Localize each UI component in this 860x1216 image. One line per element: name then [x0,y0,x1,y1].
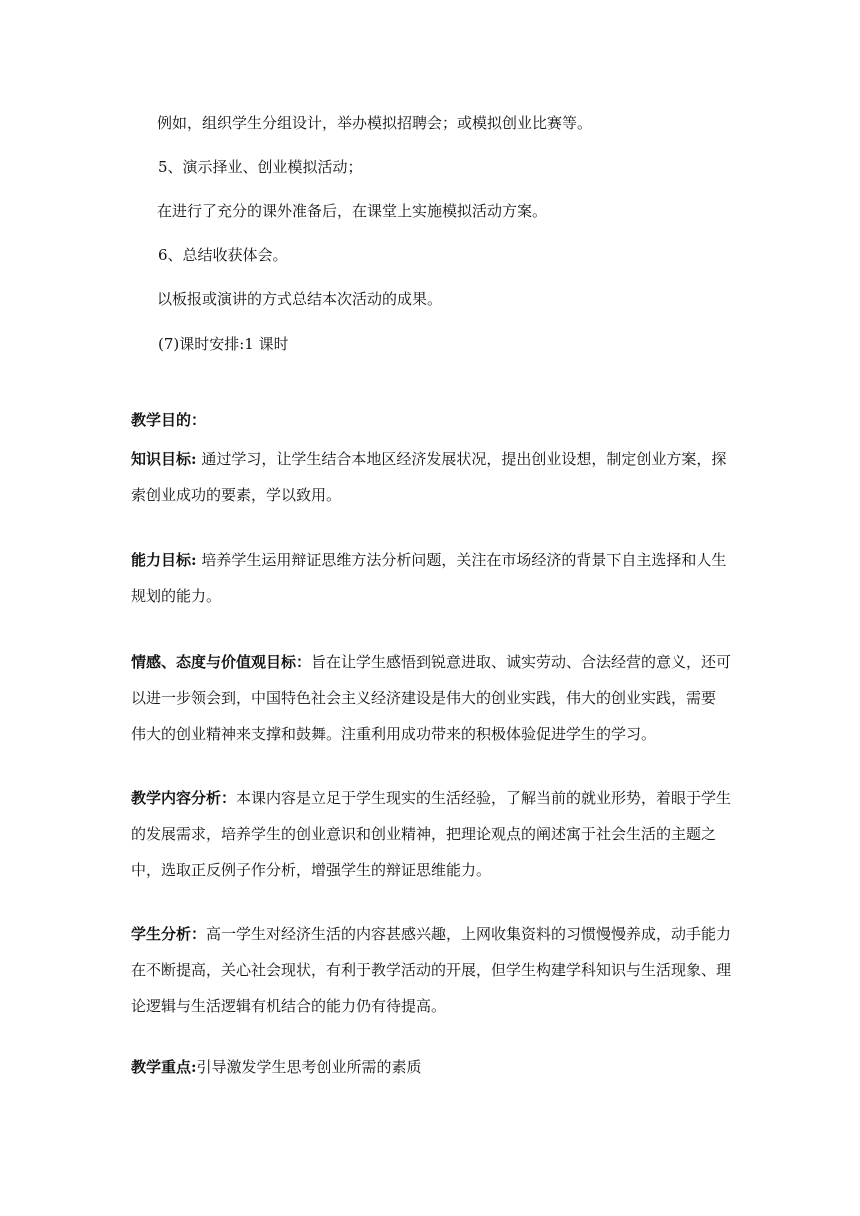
paragraph-example: 例如，组织学生分组设计，举办模拟招聘会；或模拟创业比赛等。 [157,114,593,132]
emotion-goal-line-1 [131,644,731,680]
student-analysis-line-2: 在不断提高，关心社会现状，有利于教学活动的开展，但学生构建学科知识与生活现象、理 [131,961,732,979]
content-analysis-line-1 [131,780,731,816]
ability-goal-line-1 [131,542,731,578]
knowledge-goal-text-1: 通过学习，让学生结合本地区经济发展状况，提出创业设想，制定创业方案，探 [201,450,727,468]
ability-goal-text-1: 培养学生运用辩证思维方法分析问题，关注在市场经济的背景下自主选择和人生 [201,551,727,569]
student-analysis-line-1 [131,916,731,952]
knowledge-goal-line-2: 索创业成功的要素，学以致用。 [131,486,342,504]
class-hours: (7)课时安排:1 课时 [158,335,289,353]
emotion-goal-line-3: 伟大的创业精神来支撑和鼓舞。注重利用成功带来的积极体验促进学生的学习。 [131,725,657,743]
step-6-heading: 6、总结收获体会。 [158,246,288,264]
content-analysis-line-2: 的发展需求，培养学生的创业意识和创业精神，把理论观点的阐述寓于社会生活的主题之 [131,825,717,843]
emotion-goal [131,644,731,752]
knowledge-goal [131,441,731,513]
student-analysis-label: 学生分析： [131,925,207,943]
knowledge-goal-label: 知识目标: [131,450,197,468]
knowledge-goal-line-1 [131,441,731,477]
emotion-goal-label: 情感、态度与价值观目标： [131,653,312,671]
goals-heading: 教学目的： [131,411,207,429]
ability-goal [131,542,731,614]
student-analysis [131,916,731,1024]
emotion-goal-text-1: 旨在让学生感悟到锐意进取、诚实劳动、合法经营的意义，还可 [311,653,732,671]
ability-goal-line-2: 规划的能力。 [131,587,222,605]
student-analysis-line-3: 论逻辑与生活逻辑有机结合的能力仍有待提高。 [131,997,447,1015]
student-analysis-text-1: 高一学生对经济生活的内容甚感兴趣，上网收集资料的习惯慢慢养成，动手能力 [206,925,732,943]
teaching-focus-label: 教学重点: [131,1058,197,1076]
content-analysis-line-3: 中，选取正反例子作分析，增强学生的辩证思维能力。 [131,861,492,879]
teaching-focus-text: 引导激发学生思考创业所需的素质 [196,1058,422,1076]
content-analysis [131,780,731,888]
content-analysis-text-1: 本课内容是立足于学生现实的生活经验，了解当前的就业形势，着眼于学生 [236,789,732,807]
emotion-goal-line-2: 以进一步领会到，中国特色社会主义经济建设是伟大的创业实践，伟大的创业实践，需要 [131,689,717,707]
paragraph-step-6: 以板报或演讲的方式总结本次活动的成果。 [157,290,443,308]
teaching-focus [131,1057,422,1077]
step-5-heading: 5、演示择业、创业模拟活动； [158,158,363,176]
ability-goal-label: 能力目标: [131,551,197,569]
paragraph-step-5: 在进行了充分的课外准备后，在课堂上实施模拟活动方案。 [157,202,548,220]
content-analysis-label: 教学内容分析： [131,789,237,807]
